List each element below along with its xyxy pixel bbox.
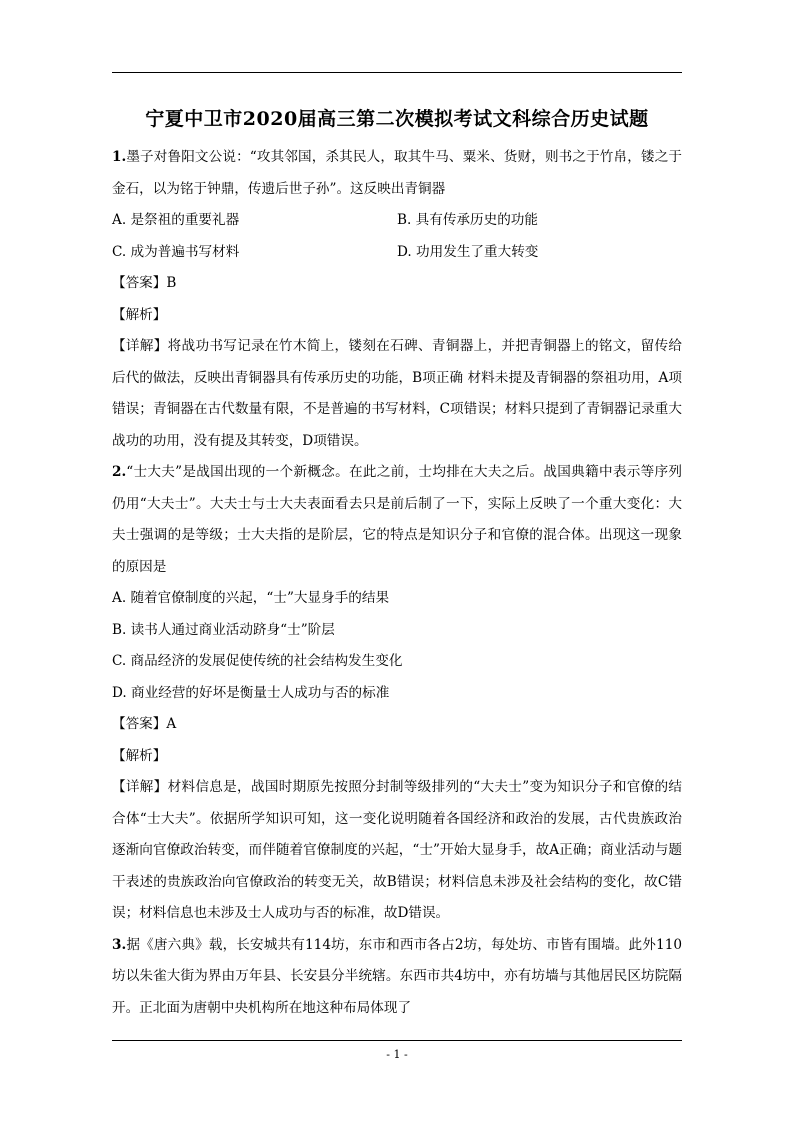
page-title: 宁夏中卫市2020届高三第二次模拟考试文科综合历史试题	[145, 108, 649, 130]
answer-label: 【答案】A	[112, 716, 177, 732]
option-a: A. 随着官僚制度的兴起，“士”大显身手的结果	[112, 590, 390, 606]
option-c: C. 商品经济的发展促使传统的社会结构发生变化	[112, 653, 403, 669]
question-1-stem: 1.墨子对鲁阳文公说：“攻其邻国，杀其民人，取其牛马、粟米、货财，则书之于竹帛，镂之于金石，以为铭于钟鼎，传遗后世子孙”。这反映出青铜器	[112, 149, 682, 197]
question-1-detail: 【详解】将战功书写记录在竹木简上，镂刻在石碑、青铜器上，并把青铜器上的铭文，留传给后代的做法，反映出青铜器具有传承历史的功能，B项正确 材料未提及青铜器的祭祖功用，A项错误；青铜器在古代数量有限，不是普遍的书写材料，C项错误；材料只提到了青铜器记录重大战功的功用，没有提及其转变，D项错误。	[112, 338, 682, 449]
footer-rule	[112, 1040, 682, 1041]
option-b: B. 具有传承历史的功能	[397, 212, 538, 228]
option-b: B. 读书人通过商业活动跻身“士”阶层	[112, 621, 335, 638]
question-1-options-row-2	[112, 237, 682, 269]
analysis-label: 【解析】	[112, 747, 167, 764]
option-c: C. 成为普遍书写材料	[112, 243, 240, 260]
answer-label: 【答案】B	[112, 275, 177, 291]
document-body	[112, 142, 682, 1024]
question-2-detail: 【详解】材料信息是，战国时期原先按照分封制等级排列的“大夫士”变为知识分子和官僚的结合体“士大夫”。依据所学知识可知，这一变化说明随着各国经济和政治的发展，古代贵族政治逐渐向官僚政治转变，而伴随着官僚制度的兴起，“士”开始大显身手，故A正确；商业活动与题干表述的贵族政治向官僚政治的转变无关，故B错误；材料信息未涉及社会结构的变化，故C错误；材料信息也未涉及士人成功与否的标准，故D错误。	[112, 779, 682, 921]
header-rule	[112, 72, 682, 73]
option-d: D. 商业经营的好坏是衡量士人成功与否的标准	[112, 684, 390, 701]
question-2-stem: 2.“士大夫”是战国出现的一个新概念。在此之前，士均排在大夫之后。战国典籍中表示等序列仍用“大夫士”。大夫士与士大夫表面看去只是前后制了一下，实际上反映了一个重大变化：大夫士强调的是等级；士大夫指的是阶层，它的特点是知识分子和官僚的混合体。出现这一现象的原因是	[112, 464, 682, 575]
option-a: A. 是祭祖的重要礼器	[112, 212, 240, 228]
option-d: D. 功用发生了重大转变	[397, 243, 539, 260]
question-3-stem: 3.据《唐六典》载，长安城共有114坊，东市和西市各占2坊，每处坊、市皆有围墙。此外110坊以朱雀大街为界由万年县、长安县分半统辖。东西市共4坊中，亦有坊墙与其他居民区坊院隔开。正北面为唐朝中央机构所在地这种布局体现了	[112, 936, 682, 1016]
question-number: 3.	[112, 936, 127, 953]
question-number: 1.	[112, 149, 127, 165]
page-number: - 1 -	[386, 1048, 408, 1061]
analysis-label: 【解析】	[112, 306, 167, 323]
question-1-options-row-1	[112, 205, 682, 237]
question-number: 2.	[112, 464, 127, 480]
